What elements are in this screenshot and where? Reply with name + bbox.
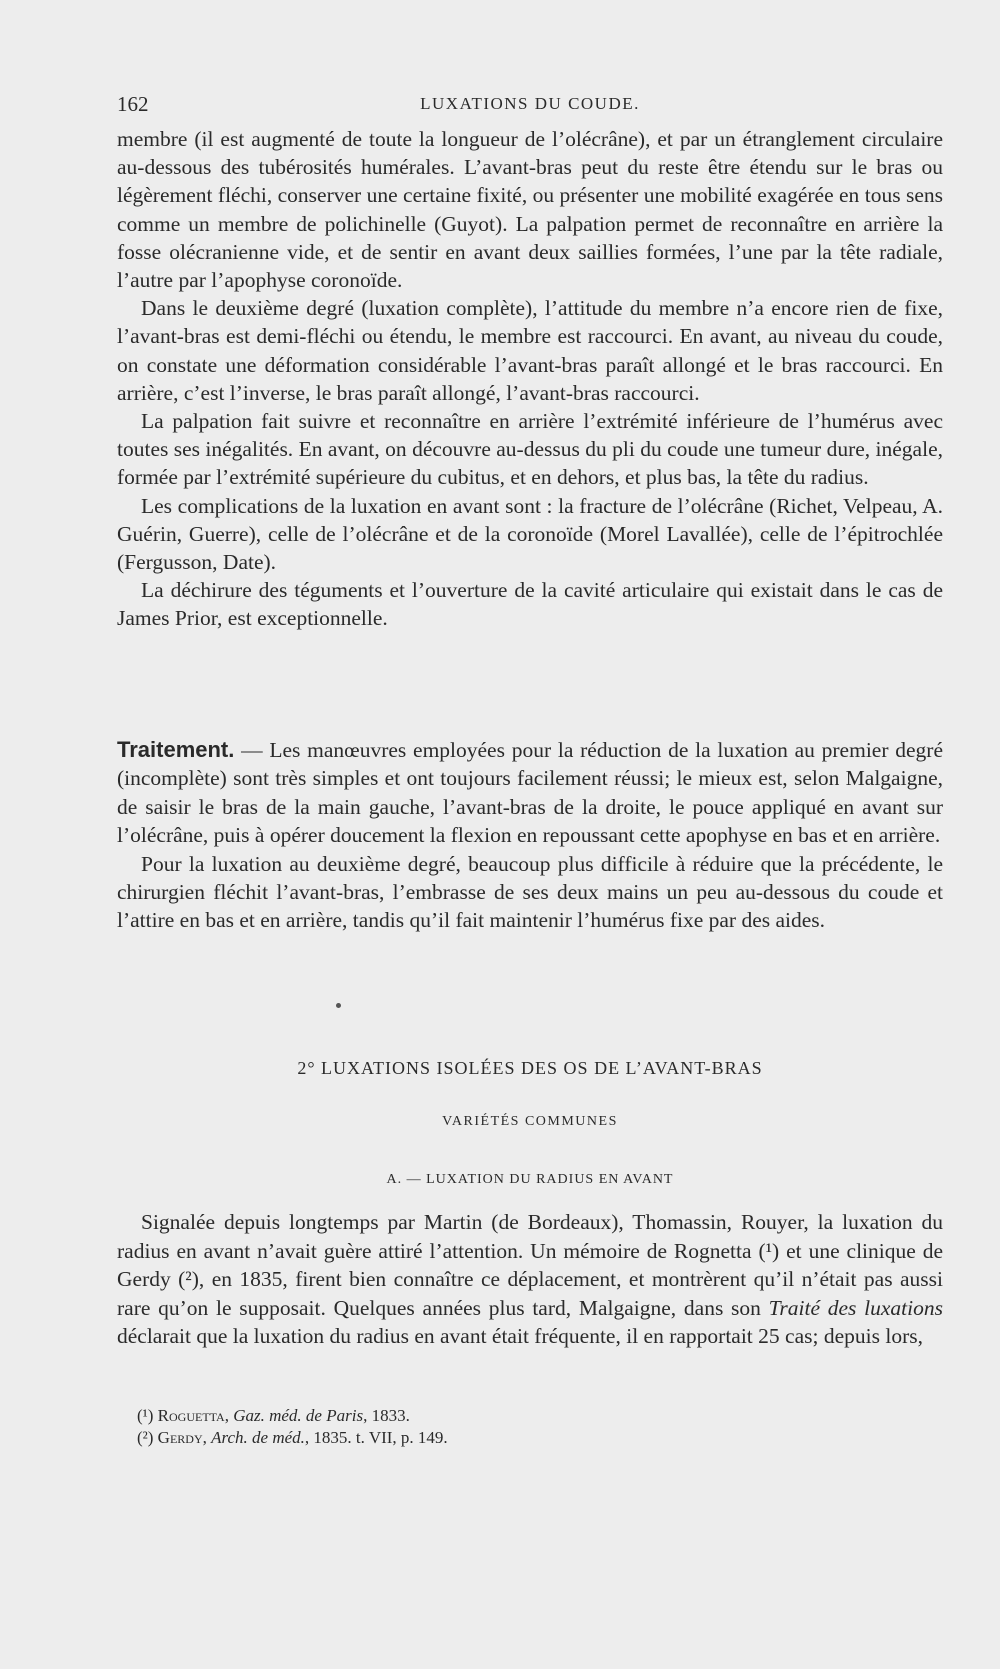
radius-section bbox=[117, 1208, 943, 1351]
paragraph-deuxieme-degre: Dans le deuxième degré (luxation complète), l’attitude du membre n’a encore rien de fixe, l’avant-bras est demi-fléchi ou étendu, le membre est raccourci. En avant, au niveau du coude, on constate une déformation considérable l’avant-bras paraît allongé et le bras raccourci. En arrière, c’est l’inverse, le bras paraît allongé, l’avant-bras raccourci. bbox=[117, 296, 943, 405]
footnote-rest: , 1833. bbox=[363, 1406, 410, 1425]
subsection-heading: VARIÉTÉS COMMUNES bbox=[442, 1114, 618, 1129]
running-head bbox=[117, 92, 943, 122]
radius-text-part2: déclarait que la luxation du radius en avant était fréquente, il en rapportait 25 cas; depuis lors, bbox=[117, 1324, 923, 1349]
traitement-text: — Les manœuvres employées pour la réduction de la luxation au premier degré (incomplète) sont très simples et ont toujours facilement réussi; le mieux est, selon Malgaigne, de saisir le bras de la main gauche, l’avant-bras de la droite, le pouce appliqué en avant sur l’olécrâne, puis à opérer doucement la flexion en repoussant cette apophyse en bas et en arrière. bbox=[117, 738, 943, 848]
footnote-author: Roguetta bbox=[157, 1406, 225, 1425]
footnotes bbox=[137, 1405, 937, 1449]
footnote: (¹) Roguetta, Gaz. méd. de Paris, 1833. bbox=[137, 1406, 410, 1425]
radius-paragraph bbox=[117, 1208, 943, 1351]
page-number: 162 bbox=[117, 92, 149, 116]
traitement-section bbox=[117, 736, 943, 935]
footnote: (²) Gerdy, Arch. de méd., 1835. t. VII, p. 149. bbox=[137, 1428, 448, 1447]
radius-text-part1: Signalée depuis longtemps par Martin (de Bordeaux), Thomassin, Rouyer, la luxation du radius en avant n’avait guère attiré l’attention. Un mémoire de Rognetta (¹) et une clinique de Gerdy (²), en 1835, firent bien connaître ce déplacement, et montrèrent qu’il n’était pas aussi rare qu’on le supposait. Quelques années plus tard, Malgaigne, dans son bbox=[117, 1210, 943, 1320]
traitement-paragraph bbox=[117, 736, 943, 850]
traitement-title: Traitement. bbox=[117, 737, 235, 762]
footnote-marker: (²) bbox=[137, 1428, 158, 1447]
footnote-author: Gerdy bbox=[157, 1428, 203, 1447]
running-title: LUXATIONS DU COUDE. bbox=[420, 94, 640, 113]
footnote-journal: Gaz. méd. de Paris bbox=[233, 1406, 364, 1425]
main-text-top bbox=[117, 125, 943, 633]
paragraph-palpation: La palpation fait suivre et reconnaître en arrière l’extrémité inférieure de l’humérus avec toutes ses inégalités. En avant, on découvre au-dessus du pli du coude une tumeur dure, inégale, formée par l’extrémité supérieure du cubitus, et en dehors, et plus bas, la tête du radius. bbox=[117, 409, 943, 490]
radius-text-italic: Traité des luxations bbox=[768, 1295, 943, 1320]
ornament-dot bbox=[336, 1003, 341, 1008]
traitement-second-paragraph: Pour la luxation au deuxième degré, beaucoup plus difficile à réduire que la précédente, le chirurgien fléchit l’avant-bras, l’embrasse de ses deux mains un peu au-dessous du coude et l’attire en bas et en arrière, tandis qu’il fait maintenir l’humérus fixe par des aides. bbox=[117, 851, 943, 933]
paragraph-complications: Les complications de la luxation en avant sont : la fracture de l’olécrâne (Richet, Velpeau, A. Guérin, Guerre), celle de l’olécrâne et de la coronoïde (Morel Lavallée), celle de l’épitrochlée (Fergusson, Date). bbox=[117, 493, 943, 575]
footnote-marker: (¹) bbox=[137, 1406, 158, 1425]
paragraph-dechirure: La déchirure des téguments et l’ouverture de la cavité articulaire qui existait dans le cas de James Prior, est exceptionnelle. bbox=[117, 578, 943, 631]
footnote-journal: Arch. de méd. bbox=[211, 1428, 305, 1447]
footnote-rest: , 1835. t. VII, p. 149. bbox=[304, 1428, 448, 1447]
section-heading: 2° LUXATIONS ISOLÉES DES OS DE L’AVANT-BRAS bbox=[297, 1058, 763, 1078]
article-heading: A. — LUXATION DU RADIUS EN AVANT bbox=[386, 1172, 674, 1187]
paragraph-continued: membre (il est augmenté de toute la longueur de l’olécrâne), et par un étranglement circulaire au-dessous des tubérosités humérales. L’avant-bras peut du reste être étendu sur le bras ou légèrement fléchi, conserver une certaine fixité, ou présenter une mobilité exagérée en tous sens comme un membre de polichinelle (Guyot). La palpation permet de reconnaître en arrière la fosse olécranienne vide, et de sentir en avant deux saillies formées, l’une par la tête radiale, l’autre par l’apophyse coronoïde. bbox=[117, 127, 943, 293]
